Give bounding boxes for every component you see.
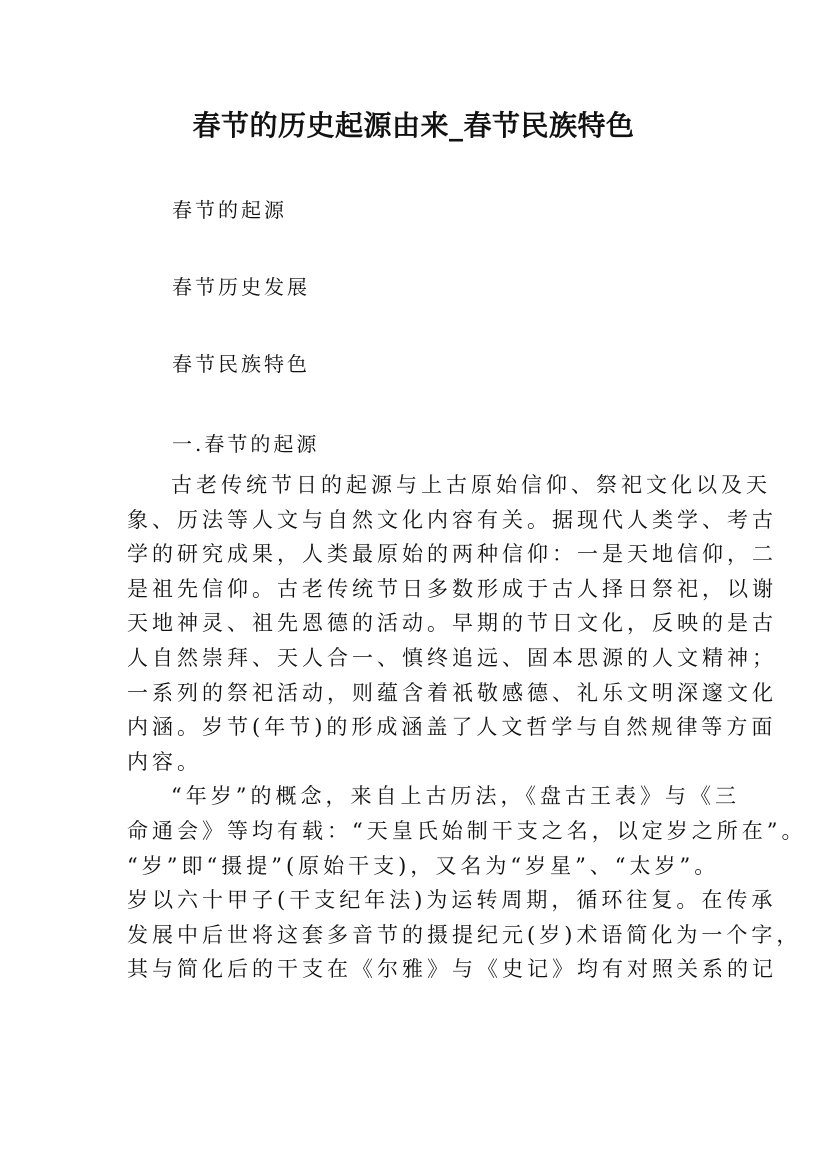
section-heading: 一.春节的起源 <box>172 432 320 456</box>
body-line: 天地神灵、祖先恩德的活动。早期的节日文化，反映的是古 <box>127 611 777 636</box>
body-line: 内容。 <box>127 749 202 774</box>
body-line: 命通会》等均有载：“天皇氏始制干支之名，以定岁之所在”。 <box>127 818 807 843</box>
body-text <box>127 468 807 987</box>
body-line: 是祖先信仰。古老传统节日多数形成于古人择日祭祀，以谢 <box>127 576 777 601</box>
toc-item: 春节历史发展 <box>172 275 310 299</box>
body-line: 古老传统节日的起源与上古原始信仰、祭祀文化以及天 <box>171 473 771 497</box>
body-line: 其与简化后的干支在《尔雅》与《史记》均有对照关系的记 <box>127 957 777 982</box>
body-line: 岁以六十甲子(干支纪年法)为运转周期，循环往复。在传承 <box>127 888 777 913</box>
body-line: 发展中后世将这套多音节的摄提纪元(岁)术语简化为一个字， <box>127 922 802 947</box>
body-line: “岁”即“摄提”(原始干支)，又名为“岁星”、“太岁”。 <box>127 853 720 878</box>
body-line: “年岁”的概念，来自上古历法，《盘古王表》与《三 <box>171 784 740 809</box>
body-line: 内涵。岁节(年节)的形成涵盖了人文哲学与自然规律等方面 <box>127 715 777 740</box>
document-title: 春节的历史起源由来_春节民族特色 <box>192 109 635 142</box>
toc-item: 春节民族特色 <box>172 352 310 376</box>
body-line: 人自然崇拜、天人合一、慎终追远、固本思源的人文精神； <box>127 645 777 670</box>
table-of-contents <box>172 198 310 429</box>
body-line: 一系列的祭祀活动，则蕴含着祇敬感德、礼乐文明深邃文化 <box>127 680 777 705</box>
body-line: 象、历法等人文与自然文化内容有关。据现代人类学、考古 <box>127 507 777 532</box>
body-line: 学的研究成果，人类最原始的两种信仰：一是天地信仰，二 <box>127 542 777 567</box>
toc-item: 春节的起源 <box>172 198 287 222</box>
